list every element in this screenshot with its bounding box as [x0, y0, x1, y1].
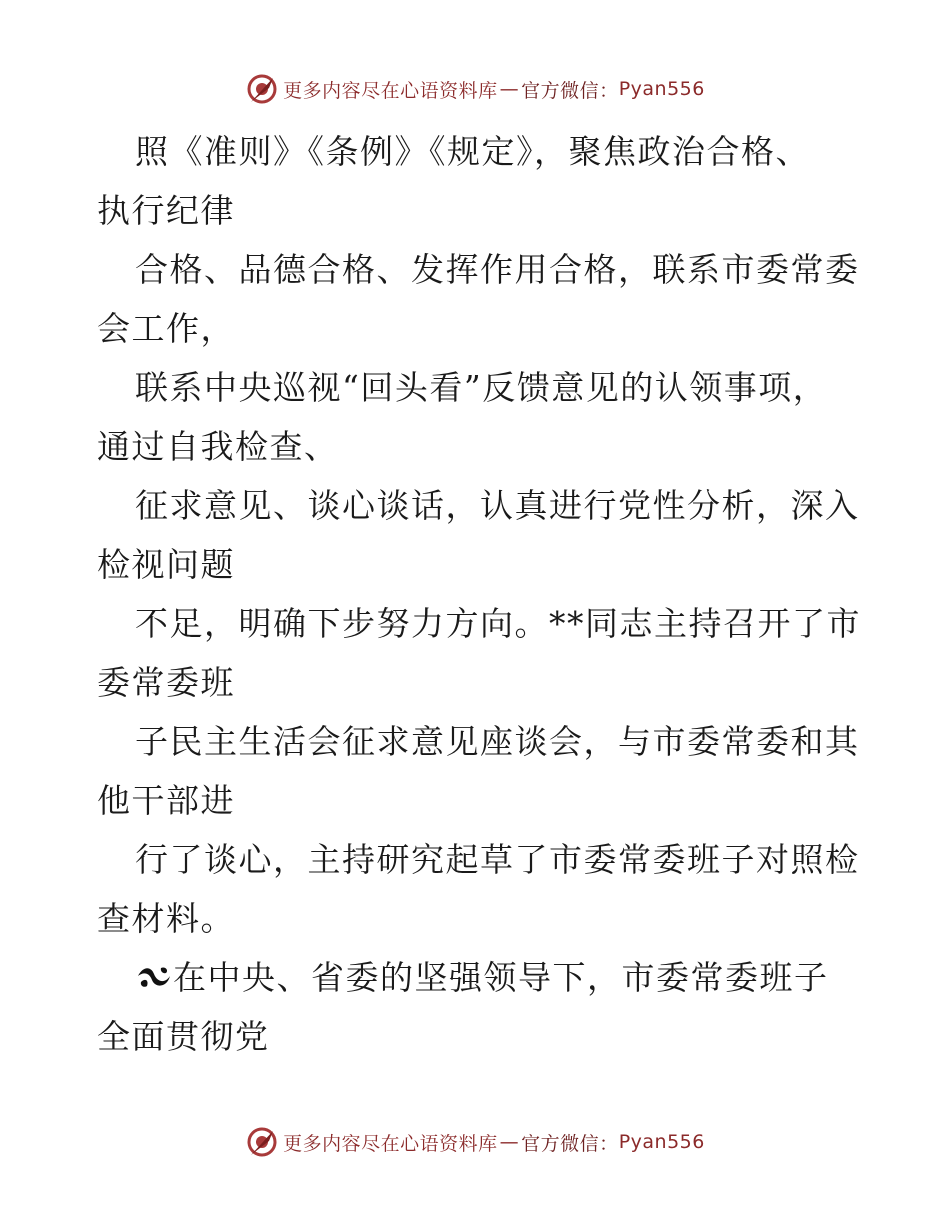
body-line: 行了谈心，主持研究起草了市委常委班子对照检 [135, 840, 860, 879]
body-line: 合格、品德合格、发挥作用合格，联系市委常委 [135, 250, 860, 289]
watermark-wechat-id: Pyan556 [618, 1131, 705, 1153]
body-line-text: 在中央、省委的坚强领导下，市委常委班子 [173, 958, 829, 997]
body-line: 他干部进 [97, 781, 235, 820]
body-line: 执行纪律 [97, 191, 235, 230]
quill-pen-logo-icon [245, 1125, 279, 1159]
footer-watermark [0, 1125, 950, 1159]
document-body [97, 122, 861, 1066]
watermark-wechat-label: 官方微信： [521, 1132, 619, 1155]
watermark-text: 更多内容尽在心语资料库 [283, 1132, 498, 1155]
body-line: 会工作， [97, 309, 235, 348]
body-line: 通过自我检查、 [97, 427, 339, 466]
watermark-text: 更多内容尽在心语资料库 [283, 79, 498, 102]
body-line: 全面贯彻党 [97, 1017, 270, 1056]
body-line: 委常委班 [97, 663, 235, 702]
watermark-wechat-label: 官方微信： [521, 79, 619, 102]
body-line: 查材料。 [97, 899, 235, 938]
header-watermark [0, 72, 950, 106]
body-line: 子民主生活会征求意见座谈会，与市委常委和其 [135, 722, 860, 761]
body-line: 联系中央巡视“回头看”反馈意见的认领事项， [135, 368, 828, 407]
body-line: 照《准则》《条例》《规定》，聚焦政治合格、 [135, 132, 810, 171]
fleuron-icon [135, 962, 173, 992]
body-line: 征求意见、谈心谈话，认真进行党性分析，深入 [135, 486, 860, 525]
watermark-separator: — [499, 78, 520, 100]
bullet-line [97, 948, 857, 1007]
watermark-separator: — [499, 1131, 520, 1153]
body-line: 不足，明确下步努力方向。**同志主持召开了市 [135, 604, 861, 643]
quill-pen-logo-icon [245, 72, 279, 106]
watermark-wechat-id: Pyan556 [618, 78, 705, 100]
body-line: 检视问题 [97, 545, 235, 584]
